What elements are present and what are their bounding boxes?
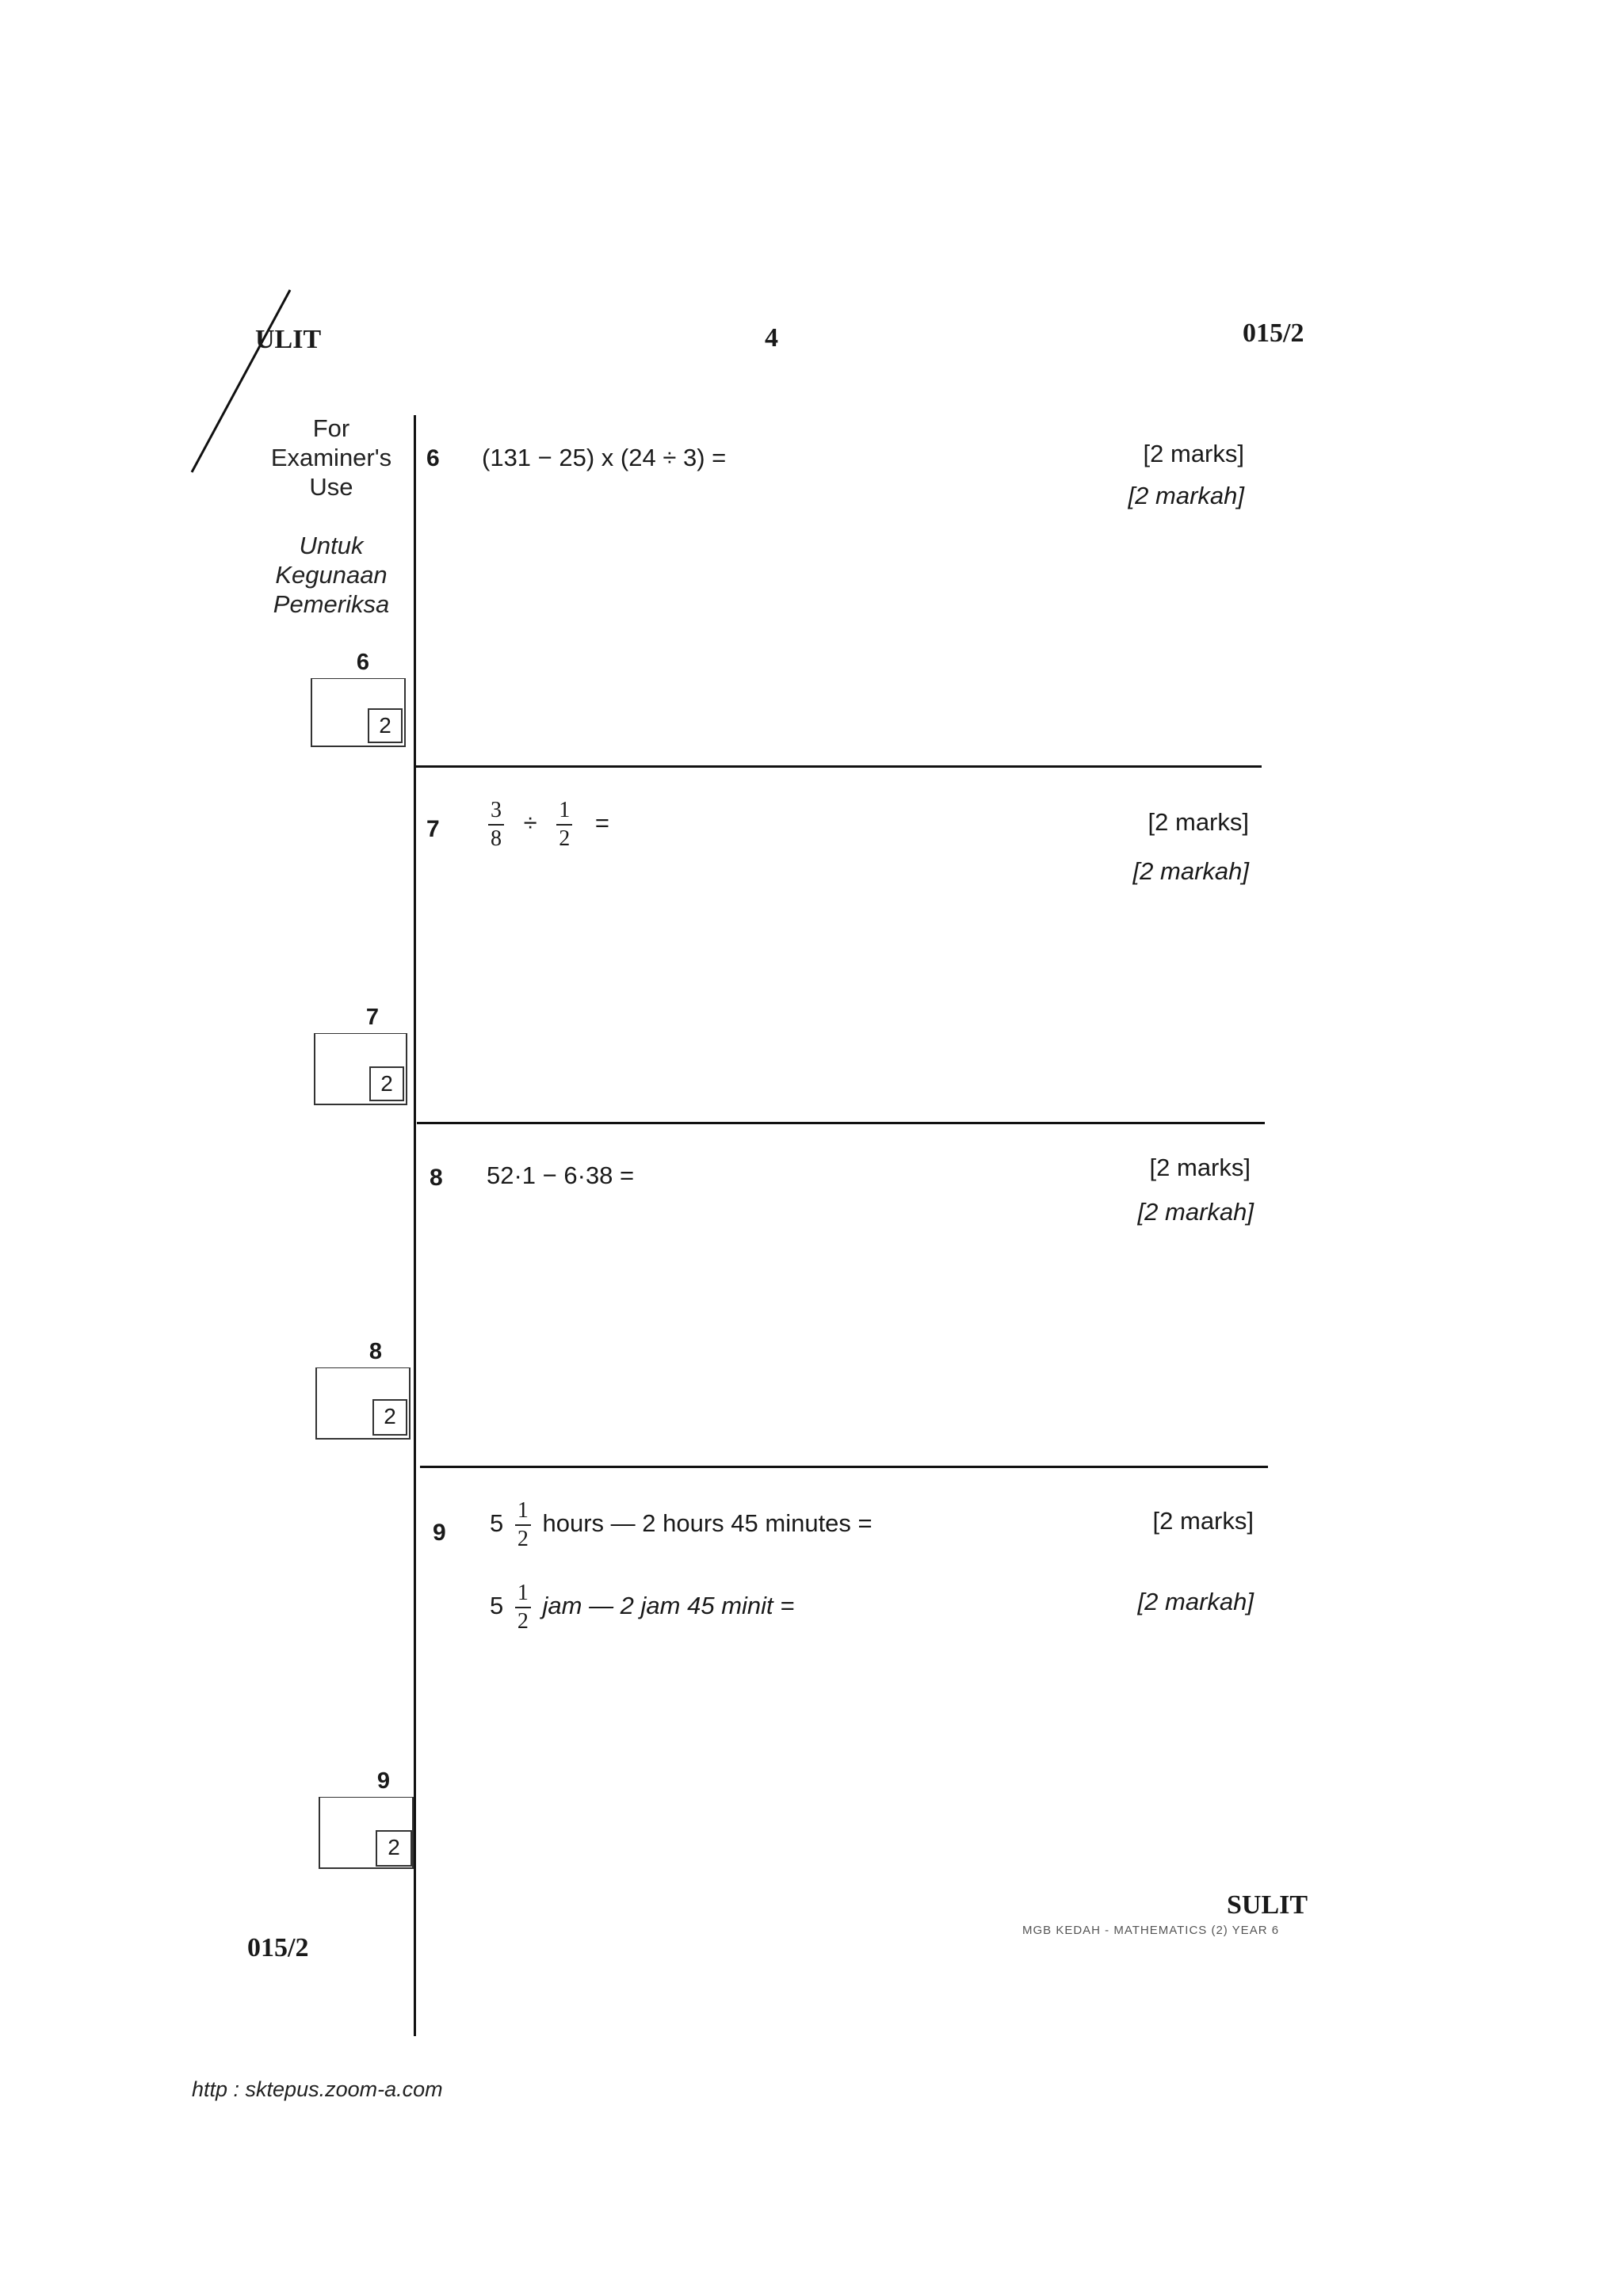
margin-divider <box>414 415 416 2036</box>
header-paper-code: 015/2 <box>1243 318 1304 348</box>
question-expression: 52·1 − 6·38 = <box>487 1161 635 1189</box>
box-label: 8 <box>369 1339 383 1364</box>
marks-en: [2 marks] <box>1143 440 1244 467</box>
question-number: 9 <box>433 1520 446 1546</box>
question-divider <box>420 1466 1268 1468</box>
question-number: 8 <box>430 1165 443 1191</box>
untuk-kegunaan-label: Untuk Kegunaan Pemeriksa <box>273 532 390 618</box>
box-label: 9 <box>376 1768 391 1794</box>
footer-paper-code: 015/2 <box>247 1933 309 1962</box>
marks-box: 2 <box>368 708 403 743</box>
marks-ms: [2 markah] <box>1137 1198 1254 1226</box>
question-expression: (131 − 25) x (24 ÷ 3) = <box>482 444 727 471</box>
marks-box: 2 <box>372 1399 407 1436</box>
marks-ms: [2 markah] <box>1132 857 1249 885</box>
question-expression-ms: 5 $\frac{1}{2}$ jam — 2 jam 45 minit = <box>490 1581 795 1634</box>
header-stamp: ULIT <box>255 325 322 354</box>
footer-sulit: SULIT <box>1227 1890 1308 1920</box>
page-number: 4 <box>765 323 778 353</box>
examiner-use-label: For Examiner's Use <box>270 414 392 501</box>
source-url: http : sktepus.zoom-a.com <box>192 2077 443 2101</box>
question-expression: $\frac{3}{8}$ ÷ $\frac{1}{2}$ = <box>483 799 609 851</box>
question-number: 6 <box>426 445 440 471</box>
fraction: $\frac{1}{2}$ <box>556 799 572 851</box>
box-label: 6 <box>356 650 370 675</box>
footer-subtitle: MGB KEDAH - MATHEMATICS (2) YEAR 6 <box>1022 1924 1280 1937</box>
question-expression-en: 5 $\frac{1}{2}$ hours — 2 hours 45 minutes = <box>490 1498 873 1551</box>
question-number: 7 <box>426 816 440 842</box>
marks-en: [2 marks] <box>1148 808 1249 836</box>
fraction: $\frac{1}{2}$ <box>515 1581 531 1634</box>
marks-ms: [2 markah] <box>1137 1588 1254 1615</box>
marks-ms: [2 markah] <box>1128 482 1244 509</box>
marks-box: 2 <box>376 1830 412 1867</box>
question-divider <box>415 765 1262 768</box>
box-label: 7 <box>365 1005 380 1030</box>
fraction: $\frac{1}{2}$ <box>515 1499 531 1551</box>
marks-box: 2 <box>369 1066 404 1101</box>
marks-en: [2 marks] <box>1149 1154 1251 1181</box>
marks-en: [2 marks] <box>1152 1507 1254 1535</box>
question-divider <box>417 1122 1265 1124</box>
fraction: $\frac{3}{8}$ <box>488 799 504 851</box>
